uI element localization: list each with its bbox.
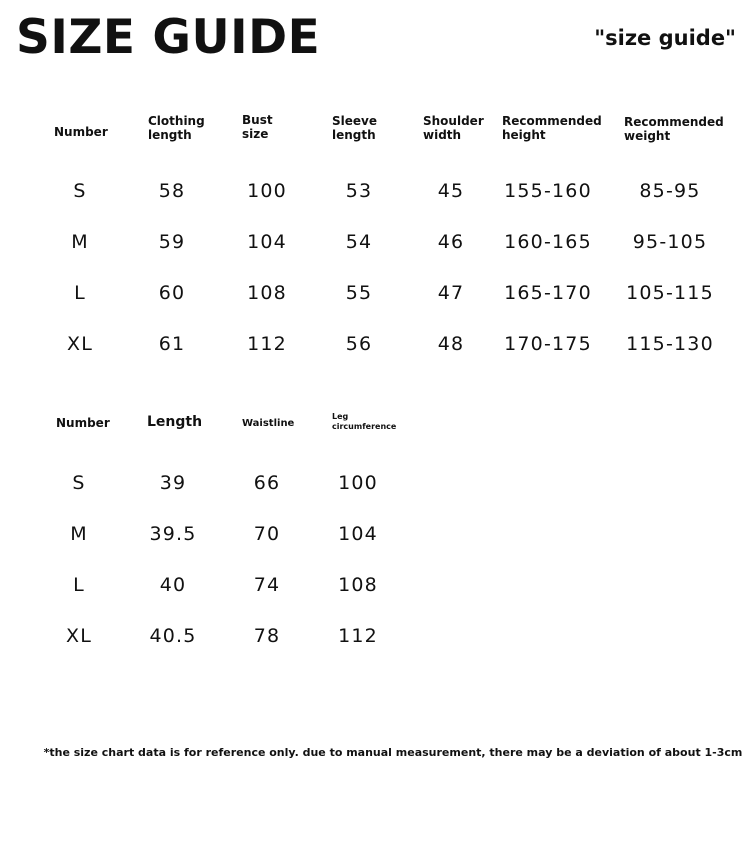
table-cell: L xyxy=(74,282,86,304)
table-cell: 60 xyxy=(158,282,186,304)
table-cell: 115-130 xyxy=(626,333,714,355)
table-cell: 74 xyxy=(253,574,281,596)
page-subtitle: "size guide" xyxy=(594,26,736,50)
column-header: Recommended weight xyxy=(624,115,724,143)
table-cell: 39.5 xyxy=(149,523,197,545)
table-cell: S xyxy=(73,180,87,202)
table-cell: 105-115 xyxy=(626,282,714,304)
table-cell: 58 xyxy=(158,180,186,202)
table-cell: 95-105 xyxy=(632,231,708,253)
table-cell: 40.5 xyxy=(149,625,197,647)
table-cell: 104 xyxy=(338,523,378,545)
table-cell: 112 xyxy=(247,333,287,355)
table-cell: 48 xyxy=(437,333,465,355)
table-cell: 78 xyxy=(253,625,281,647)
table-cell: 100 xyxy=(338,472,378,494)
column-header: Leg circumference xyxy=(332,412,397,431)
table-cell: 53 xyxy=(345,180,373,202)
table-cell: 45 xyxy=(437,180,465,202)
column-header: Number xyxy=(54,125,108,139)
table-cell: 104 xyxy=(247,231,287,253)
page-title: SIZE GUIDE xyxy=(16,10,321,65)
column-header: Waistline xyxy=(242,418,295,429)
table-cell: 66 xyxy=(253,472,281,494)
column-header: Number xyxy=(56,416,110,430)
table-cell: 112 xyxy=(338,625,378,647)
table-cell: 100 xyxy=(247,180,287,202)
table-cell: XL xyxy=(66,333,94,355)
table-cell: 40 xyxy=(159,574,187,596)
table-cell: 59 xyxy=(158,231,186,253)
column-header: Length xyxy=(147,414,203,430)
table-cell: 46 xyxy=(437,231,465,253)
table-cell: S xyxy=(72,472,86,494)
table-cell: 61 xyxy=(158,333,186,355)
column-header: Recommended height xyxy=(502,114,602,142)
table-cell: M xyxy=(71,231,89,253)
disclaimer-note: *the size chart data is for reference only. due to manual measurement, there may be a deviation of about 1-3cm xyxy=(43,746,743,759)
table-cell: 155-160 xyxy=(504,180,592,202)
table-cell: M xyxy=(70,523,88,545)
table-cell: 39 xyxy=(159,472,187,494)
table-cell: 70 xyxy=(253,523,281,545)
table-cell: L xyxy=(73,574,85,596)
table-cell: 108 xyxy=(247,282,287,304)
column-header: Sleeve length xyxy=(332,114,377,142)
table-cell: 54 xyxy=(345,231,373,253)
column-header: Clothing length xyxy=(148,114,205,142)
column-header: Shoulder width xyxy=(423,114,484,142)
table-cell: XL xyxy=(65,625,93,647)
table-cell: 47 xyxy=(437,282,465,304)
table-cell: 165-170 xyxy=(504,282,592,304)
table-cell: 160-165 xyxy=(504,231,592,253)
table-cell: 170-175 xyxy=(504,333,592,355)
table-cell: 108 xyxy=(338,574,378,596)
table-cell: 56 xyxy=(345,333,373,355)
column-header: Bust size xyxy=(242,113,273,141)
table-cell: 85-95 xyxy=(639,180,701,202)
table-cell: 55 xyxy=(345,282,373,304)
